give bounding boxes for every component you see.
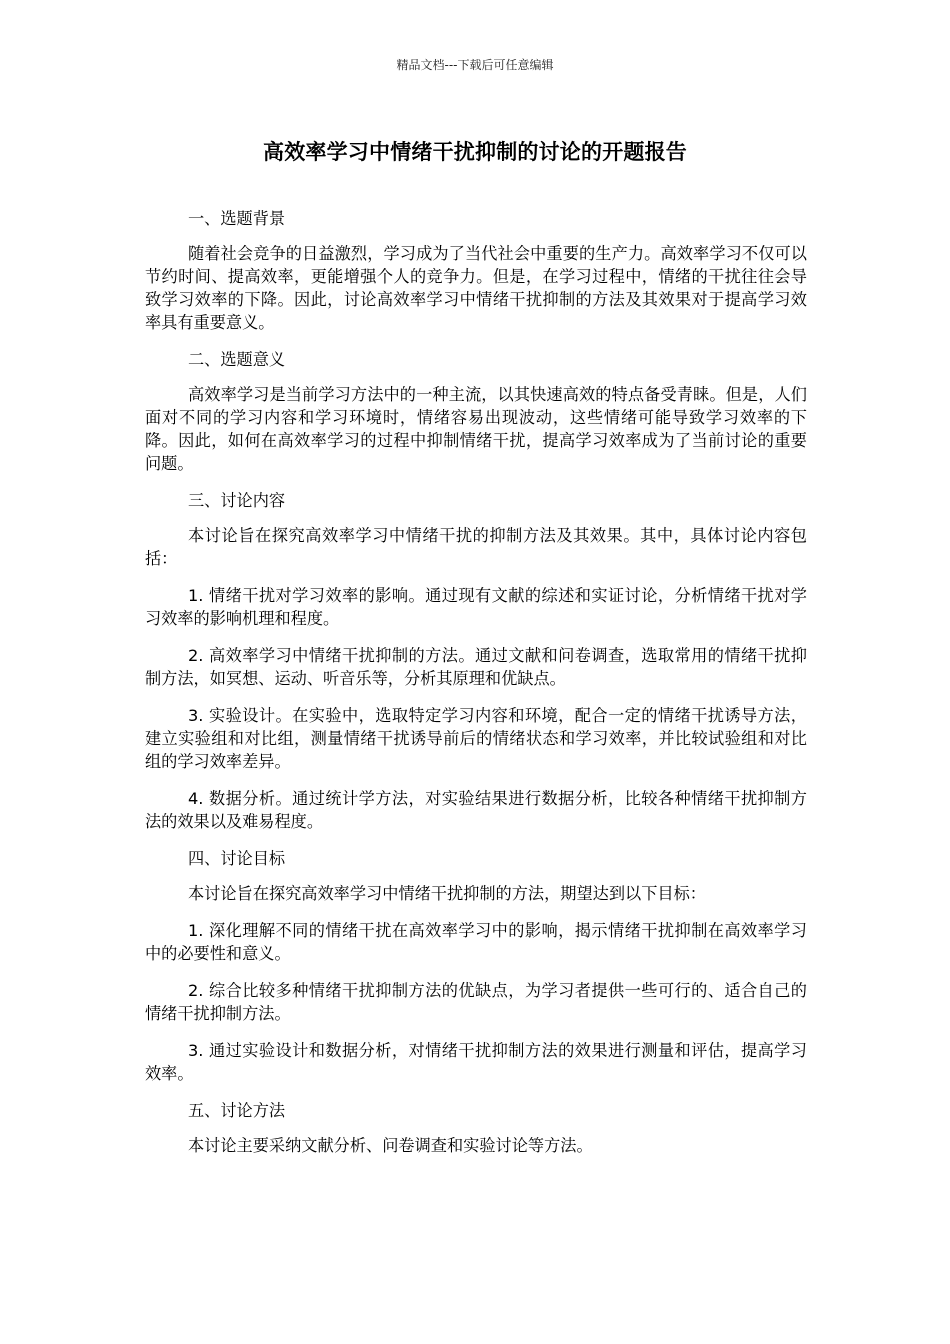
paragraph-goals-intro: 本讨论旨在探究高效率学习中情绪干扰抑制的方法，期望达到以下目标：	[188, 884, 706, 903]
section-heading-goals: 四、讨论目标	[188, 849, 286, 868]
paragraph-methods: 本讨论主要采纳文献分析、问卷调查和实验讨论等方法。	[188, 1136, 593, 1155]
section-heading-content: 三、讨论内容	[188, 491, 286, 510]
document-title: 高效率学习中情绪干扰抑制的讨论的开题报告	[263, 140, 687, 164]
section-heading-significance: 二、选题意义	[188, 350, 286, 369]
document-body	[145, 207, 807, 1171]
section-heading-methods: 五、讨论方法	[188, 1101, 286, 1120]
paragraph-content-intro: 本讨论旨在探究高效率学习中情绪干扰的抑制方法及其效果。其中，具体讨论内容包括：	[145, 526, 807, 568]
list-item-content-1: 1. 情绪干扰对学习效率的影响。通过现有文献的综述和实证讨论，分析情绪干扰对学习效率的影响机理和程度。	[145, 586, 807, 628]
list-item-goal-1: 1. 深化理解不同的情绪干扰在高效率学习中的影响，揭示情绪干扰抑制在高效率学习中的必要性和意义。	[145, 921, 807, 963]
section-heading-background: 一、选题背景	[188, 209, 286, 228]
list-item-goal-3: 3. 通过实验设计和数据分析，对情绪干扰抑制方法的效果进行测量和评估，提高学习效率。	[145, 1041, 807, 1083]
paragraph-significance: 高效率学习是当前学习方法中的一种主流，以其快速高效的特点备受青睐。但是，人们面对不同的学习内容和学习环境时，情绪容易出现波动，这些情绪可能导致学习效率的下降。因此，如何在高效率学习的过程中抑制情绪干扰，提高学习效率成为了当前讨论的重要问题。	[145, 385, 807, 473]
list-item-goal-2: 2. 综合比较多种情绪干扰抑制方法的优缺点，为学习者提供一些可行的、适合自己的情绪干扰抑制方法。	[145, 981, 807, 1023]
paragraph-background: 随着社会竞争的日益激烈，学习成为了当代社会中重要的生产力。高效率学习不仅可以节约时间、提高效率，更能增强个人的竞争力。但是，在学习过程中，情绪的干扰往往会导致学习效率的下降。因此，讨论高效率学习中情绪干扰抑制的方法及其效果对于提高学习效率具有重要意义。	[145, 244, 807, 332]
page-header: 精品文档---下载后可任意编辑	[396, 58, 554, 72]
list-item-content-3: 3. 实验设计。在实验中，选取特定学习内容和环境，配合一定的情绪干扰诱导方法，建立实验组和对比组，测量情绪干扰诱导前后的情绪状态和学习效率，并比较试验组和对比组的学习效率差异。	[145, 706, 807, 771]
list-item-content-2: 2. 高效率学习中情绪干扰抑制的方法。通过文献和问卷调查，选取常用的情绪干扰抑制方法，如冥想、运动、听音乐等，分析其原理和优缺点。	[145, 646, 807, 688]
list-item-content-4: 4. 数据分析。通过统计学方法，对实验结果进行数据分析，比较各种情绪干扰抑制方法的效果以及难易程度。	[145, 789, 807, 831]
